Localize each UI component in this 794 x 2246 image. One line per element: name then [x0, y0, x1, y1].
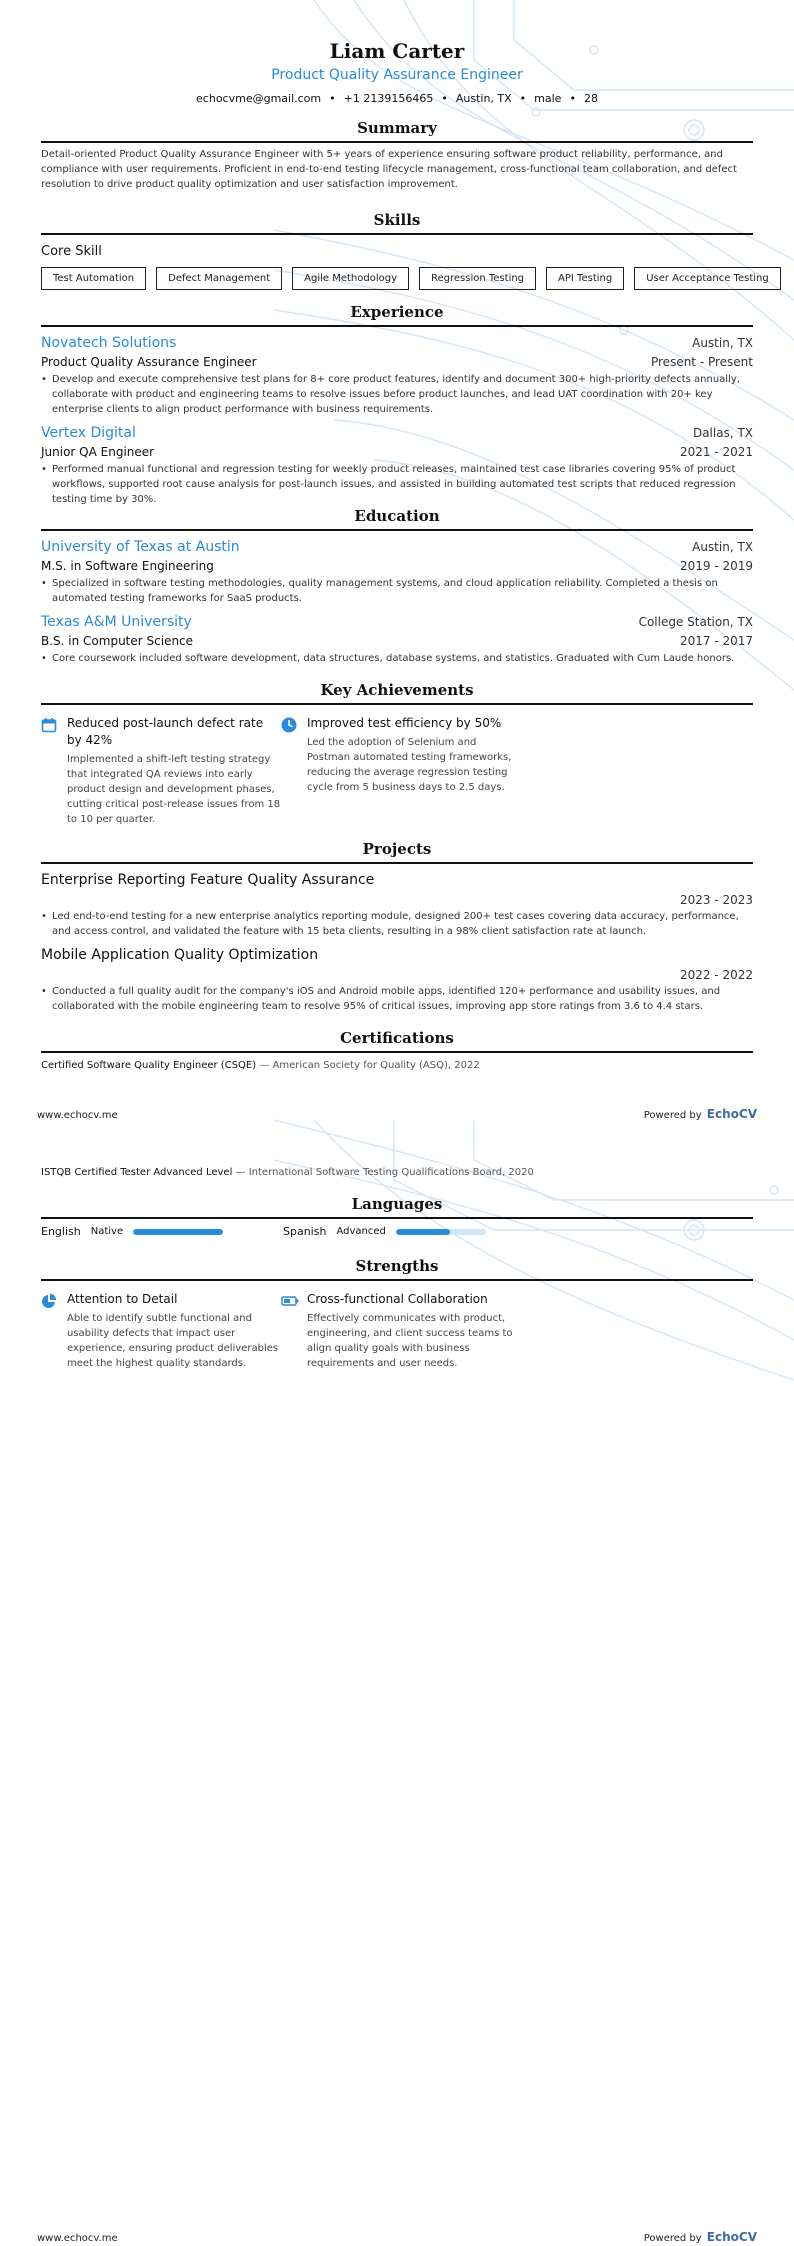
project-dates: 2022 - 2022 — [679, 968, 753, 982]
strengths-section — [41, 1256, 753, 1371]
school-location: College Station, TX — [638, 615, 753, 629]
section-title: Projects — [41, 839, 753, 864]
location-text: Austin, TX — [455, 92, 512, 105]
education-entry — [41, 612, 753, 666]
candidate-role: Product Quality Assurance Engineer — [271, 67, 523, 83]
section-title: Languages — [41, 1194, 753, 1219]
resume-header — [0, 38, 794, 106]
certification-issuer: International Software Testing Qualifications Board, 2020 — [248, 1167, 534, 1178]
strengths-grid — [41, 1291, 753, 1371]
project-entry — [41, 870, 753, 939]
project-entry — [41, 945, 753, 1014]
education-bullet: • Core coursework included software development, data structures, database systems, and statistics. Graduated with Cum Laude honors. — [41, 651, 753, 666]
calendar-icon — [41, 715, 67, 827]
skill-group-title: Core Skill — [41, 244, 102, 259]
contact-line — [0, 92, 794, 106]
certification-name: ISTQB Certified Tester Advanced Level — [41, 1167, 233, 1178]
education-dates: 2019 - 2019 — [679, 559, 753, 573]
strength-title: Cross-functional Collaboration — [307, 1292, 488, 1306]
project-dates: 2023 - 2023 — [679, 893, 753, 907]
skill-tag: Defect Management — [156, 267, 282, 290]
experience-entry — [41, 333, 753, 417]
skill-tags — [41, 267, 769, 290]
achievement-item — [41, 715, 281, 827]
strength-item — [281, 1291, 521, 1371]
achievement-desc: Implemented a shift-left testing strategy that integrated QA reviews into early product design and development phases, cutting critical post-release issues from 18 to 10 per quarter. — [67, 754, 281, 825]
email-link[interactable]: echocvme@gmail.com — [196, 92, 322, 105]
page-footer — [37, 2226, 757, 2245]
strength-item — [41, 1291, 281, 1371]
company-name: Novatech Solutions — [41, 335, 177, 351]
certification-item: Certified Software Quality Engineer (CSQE) — American Society for Quality (ASQ), 2022 — [41, 1060, 480, 1071]
language-name: Spanish — [283, 1225, 327, 1238]
experience-entry — [41, 423, 753, 507]
language-item — [41, 1225, 283, 1238]
achievements-section — [41, 680, 753, 827]
section-title: Summary — [41, 118, 753, 143]
education-section — [41, 506, 753, 666]
section-title: Education — [41, 506, 753, 531]
school-name: University of Texas at Austin — [41, 539, 240, 555]
separator-dot: • — [569, 92, 576, 105]
proficiency-fill — [133, 1229, 223, 1235]
brand-logo: EchoCV — [706, 2230, 757, 2244]
languages-section — [41, 1194, 753, 1238]
job-dates: 2021 - 2021 — [679, 445, 753, 459]
skill-tag: Agile Methodology — [292, 267, 409, 290]
proficiency-bar — [133, 1229, 223, 1235]
company-location: Dallas, TX — [692, 426, 753, 440]
achievement-desc: Led the adoption of Selenium and Postman automated testing frameworks, reducing the average regression testing cycle from 5 business days to 2.5 days. — [307, 737, 512, 793]
powered-by: Powered by EchoCV — [643, 1107, 757, 1121]
summary-text: Detail-oriented Product Quality Assurance Engineer with 5+ years of experience ensuring software product reliability, performance, and compliance with user requirements. Proficient in end-to-end testing lifecycle management, cross-functional team collaboration, and defect resolution to drive product quality optimization and user satisfaction improvement. — [41, 149, 737, 190]
certifications-section — [41, 1028, 753, 1073]
gender-text: male — [534, 92, 562, 105]
project-title: Enterprise Reporting Feature Quality Assurance — [41, 872, 375, 888]
section-title: Skills — [41, 210, 753, 235]
skills-section — [41, 210, 769, 290]
achievement-item — [281, 715, 521, 827]
battery-icon — [281, 1291, 307, 1371]
degree: B.S. in Computer Science — [41, 634, 194, 648]
candidate-name: Liam Carter — [329, 39, 465, 63]
achievements-grid — [41, 715, 753, 827]
strength-desc: Effectively communicates with product, engineering, and client success teams to align quality goals with business requirements and user needs. — [307, 1313, 513, 1369]
footer-site-link[interactable]: www.echocv.me — [37, 2233, 118, 2244]
company-name: Vertex Digital — [41, 425, 136, 441]
degree: M.S. in Software Engineering — [41, 559, 214, 573]
certifications-continued — [41, 1160, 753, 1180]
brand-logo: EchoCV — [706, 1107, 757, 1121]
powered-by: Powered by EchoCV — [643, 2230, 757, 2244]
proficiency-fill — [396, 1229, 450, 1235]
proficiency-bar — [396, 1229, 486, 1235]
separator-dot: • — [441, 92, 448, 105]
skill-tag: Test Automation — [41, 267, 146, 290]
certification-issuer: American Society for Quality (ASQ), 2022 — [272, 1060, 480, 1071]
language-name: English — [41, 1225, 81, 1238]
school-location: Austin, TX — [692, 540, 753, 554]
education-dates: 2017 - 2017 — [679, 634, 753, 648]
language-item — [283, 1225, 525, 1238]
experience-section — [41, 302, 753, 507]
job-dates: Present - Present — [650, 355, 753, 369]
separator-dot: • — [519, 92, 527, 105]
language-level: Native — [90, 1226, 124, 1237]
skill-tag: API Testing — [546, 267, 624, 290]
age-text: 28 — [583, 92, 598, 105]
skill-tag: Regression Testing — [419, 267, 536, 290]
school-name: Texas A&M University — [41, 614, 192, 630]
projects-section — [41, 839, 753, 1014]
education-entry — [41, 537, 753, 606]
phone-text: +1 2139156465 — [343, 92, 434, 105]
project-title: Mobile Application Quality Optimization — [41, 947, 319, 963]
achievement-title: Improved test efficiency by 50% — [307, 716, 502, 730]
certification-item: ISTQB Certified Tester Advanced Level — International Software Testing Qualifications Board, 2020 — [41, 1167, 534, 1178]
education-bullet: • Specialized in software testing methodologies, quality management systems, and cloud application reliability. Completed a thesis on automated testing frameworks for SaaS products. — [41, 576, 753, 606]
separator-dot: • — [329, 92, 336, 105]
job-bullet: • Develop and execute comprehensive test plans for 8+ core product features, identify and document 300+ high-priority defects annually, collaborate with product and engineering teams to resolve issues before product launches, and lead UAT coordination with 20+ key enterprise clients to align product performance with business requirements. — [41, 372, 753, 417]
strength-desc: Able to identify subtle functional and usability defects that impact user experience, ensuring product deliverables meet the highest quality standards. — [67, 1313, 279, 1369]
pie-chart-icon — [41, 1291, 67, 1371]
job-bullet: • Performed manual functional and regression testing for weekly product releases, maintained test case libraries covering 95% of product workflows, supported root cause analysis for post-launch issues, and assisted in building automated test scripts that reduced regression testing time by 30%. — [41, 462, 753, 507]
language-level: Advanced — [336, 1226, 386, 1237]
project-bullet: • Conducted a full quality audit for the company's iOS and Android mobile apps, identified 120+ performance and usability issues, and collaborated with the mobile engineering team to resolve 95% of critical issues, improving app store ratings from 3.6 to 4.4 stars. — [41, 984, 753, 1014]
section-title: Key Achievements — [41, 680, 753, 705]
section-title: Experience — [41, 302, 753, 327]
summary-section — [41, 118, 753, 192]
language-list — [41, 1225, 753, 1238]
achievement-title: Reduced post-launch defect rate by 42% — [67, 716, 264, 747]
strength-title: Attention to Detail — [67, 1292, 178, 1306]
section-title: Certifications — [41, 1028, 753, 1053]
project-bullet: • Led end-to-end testing for a new enterprise analytics reporting module, designed 200+ test cases covering data accuracy, performance, and access control, and validated the feature with 15 beta clients, resulting in a 98% client satisfaction rate at launch. — [41, 909, 753, 939]
company-location: Austin, TX — [692, 336, 753, 350]
skill-tag: User Acceptance Testing — [634, 267, 781, 290]
job-title: Junior QA Engineer — [41, 445, 155, 459]
job-title: Product Quality Assurance Engineer — [41, 355, 257, 369]
certification-name: Certified Software Quality Engineer (CSQE) — [41, 1060, 257, 1071]
clock-icon — [281, 715, 307, 827]
page-footer — [37, 1103, 757, 1122]
section-title: Strengths — [41, 1256, 753, 1281]
footer-site-link[interactable]: www.echocv.me — [37, 1110, 118, 1121]
